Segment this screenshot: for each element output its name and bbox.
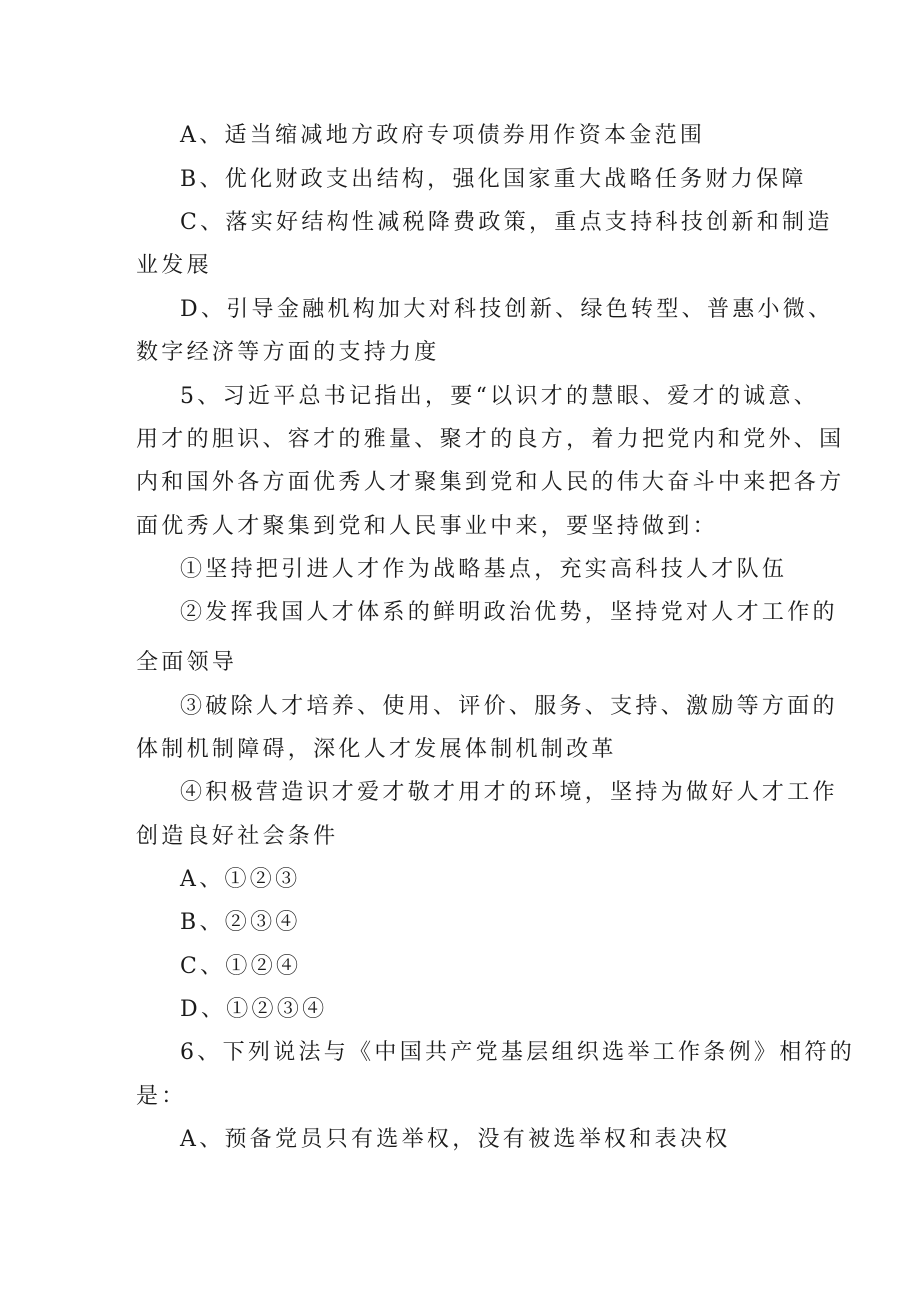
q4-option-c: C、落实好结构性减税降费政策，重点支持科技创新和制造 bbox=[180, 210, 833, 235]
q5-statement-4-continued: 创造良好社会条件 bbox=[136, 824, 339, 849]
q4-option-a: A、适当缩减地方政府专项债券用作资本金范围 bbox=[180, 123, 706, 148]
q5-option-c: C、①②④ bbox=[180, 954, 302, 979]
q6-stem-continued: 是： bbox=[136, 1084, 187, 1109]
q5-stem-line-3: 内和国外各方面优秀人才聚集到党和人民的伟大奋斗中来把各方 bbox=[136, 470, 845, 495]
q4-option-d-continued: 数字经济等方面的支持力度 bbox=[136, 340, 440, 365]
q5-statement-2: ②发挥我国人才体系的鲜明政治优势，坚持党对人才工作的 bbox=[180, 600, 838, 625]
q5-statement-1: ①坚持把引进人才作为战略基点，充实高科技人才队伍 bbox=[180, 557, 788, 582]
q5-stem-line-4: 面优秀人才聚集到党和人民事业中来，要坚持做到： bbox=[136, 514, 718, 539]
q5-stem-line-2: 用才的胆识、容才的雅量、聚才的良方，着力把党内和党外、国 bbox=[136, 427, 845, 452]
q5-option-b: B、②③④ bbox=[180, 910, 301, 935]
q5-stem: 5、习近平总书记指出，要“以识才的慧眼、爱才的诚意、 bbox=[180, 384, 820, 409]
q5-option-a: A、①②③ bbox=[180, 867, 301, 892]
q5-statement-3-continued: 体制机制障碍，深化人才发展体制机制改革 bbox=[136, 737, 617, 762]
q5-option-d: D、①②③④ bbox=[180, 997, 328, 1022]
q4-option-c-continued: 业发展 bbox=[136, 253, 212, 278]
q5-statement-3: ③破除人才培养、使用、评价、服务、支持、激励等方面的 bbox=[180, 694, 838, 719]
q4-option-b: B、优化财政支出结构，强化国家重大战略任务财力保障 bbox=[180, 167, 807, 192]
q5-statement-4: ④积极营造识才爱才敬才用才的环境，坚持为做好人才工作 bbox=[180, 780, 838, 805]
q6-stem: 6、下列说法与《中国共产党基层组织选举工作条例》相符的 bbox=[180, 1040, 856, 1065]
q6-option-a: A、预备党员只有选举权，没有被选举权和表决权 bbox=[180, 1127, 731, 1152]
q4-option-d: D、引导金融机构加大对科技创新、绿色转型、普惠小微、 bbox=[180, 297, 834, 322]
q5-statement-2-continued: 全面领导 bbox=[136, 650, 238, 675]
